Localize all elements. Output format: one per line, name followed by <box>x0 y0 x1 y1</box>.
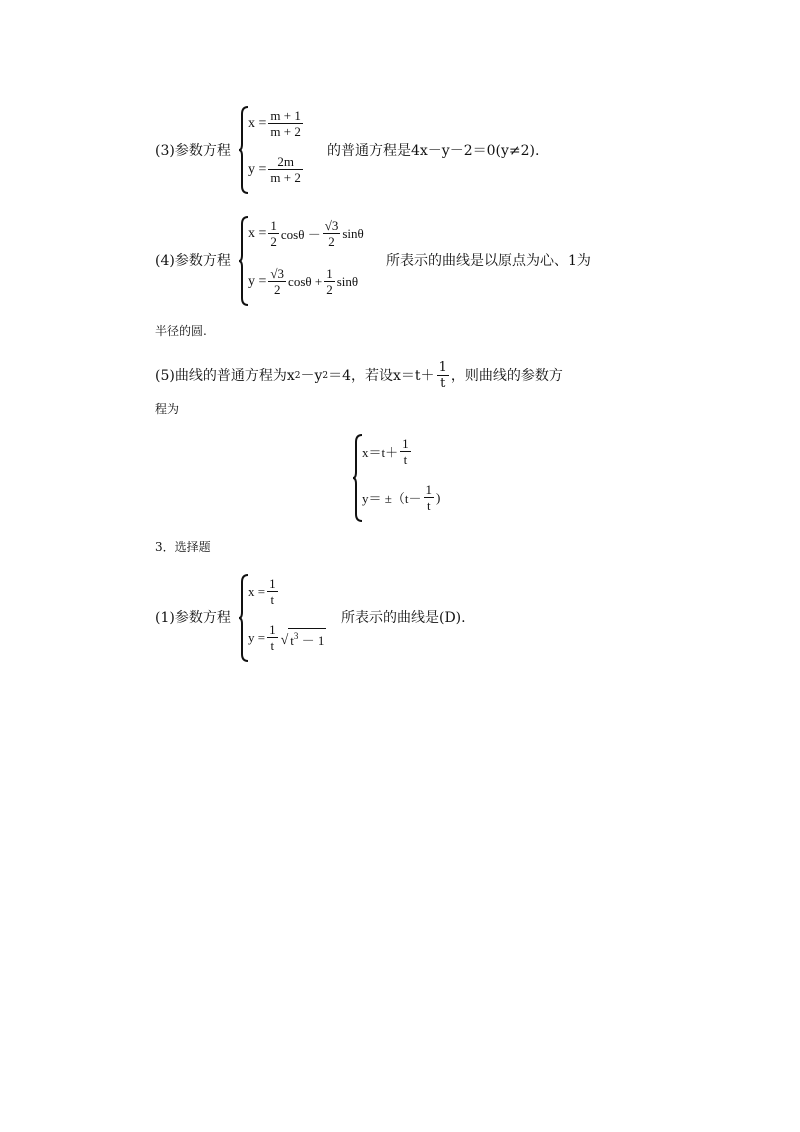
item5-sys-x-fraction <box>400 436 411 467</box>
item4-y-frac2-den: 2 <box>326 282 333 297</box>
q1-y-num: 1 <box>269 622 276 637</box>
item4-y-frac1-num: √3 <box>270 266 285 281</box>
item4-x-frac1-den: 2 <box>270 234 277 249</box>
item4-y-lhs: y = <box>248 273 267 289</box>
item5-line1 <box>155 360 563 391</box>
item5-y-row <box>362 482 440 513</box>
item5-sys-y-num: 1 <box>425 482 432 497</box>
item5-x-row <box>362 436 413 467</box>
item4-x-lhs: x = <box>248 225 267 241</box>
item5-text-a: (5)曲线的普通方程为x <box>155 367 295 384</box>
q1-rad-sup: 3 <box>293 630 299 641</box>
item4-continuation: 半径的圆. <box>155 324 207 338</box>
item4-x-frac1 <box>268 218 279 249</box>
q1-sqrt <box>281 628 327 648</box>
item3-x-row <box>248 108 305 139</box>
item4-x-row <box>248 218 364 249</box>
q1-y-row <box>248 622 327 653</box>
sqrt-icon: √ <box>280 632 289 648</box>
item4-y-frac1-den: 2 <box>273 282 281 297</box>
item5-sys-y-close: ) <box>436 489 441 505</box>
q1-rad-base: t <box>290 632 294 648</box>
item5-line2: 程为 <box>155 402 180 416</box>
q1-system <box>238 574 338 662</box>
section3-title: 3．选择题 <box>155 540 211 554</box>
item3-x-lhs: x = <box>248 115 267 131</box>
item5-sup1: 2 <box>294 370 301 381</box>
item3-label: (3)参数方程 <box>155 143 231 159</box>
item3-y-lhs: y = <box>248 161 267 177</box>
item5-inline-den: t <box>440 376 446 391</box>
item4-x-frac2-den: 2 <box>328 234 335 249</box>
item4-x-frac1-num: 1 <box>270 218 277 233</box>
q1-y-lhs: y = <box>248 629 266 645</box>
q1-x-row <box>248 576 280 607</box>
item3-x-numerator: m + 1 <box>270 108 301 123</box>
item4-x-frac2-num: √3 <box>324 218 339 233</box>
item4-system <box>238 216 388 306</box>
item4-y-mid: cosθ + <box>288 273 323 289</box>
item3-y-numerator: 2m <box>277 154 294 169</box>
item4-x-mid: cosθ － <box>280 227 321 242</box>
q1-x-lhs: x = <box>248 583 266 599</box>
item3-x-fraction <box>268 108 302 139</box>
item5-text-c: ＝4，若设x＝t＋ <box>328 367 435 384</box>
item3-y-denominator: m + 2 <box>270 170 301 185</box>
q1-result: 所表示的曲线是(D). <box>341 610 466 626</box>
item4-y-tail: sinθ <box>336 273 359 289</box>
item3-result: 的普通方程是4x－y－2＝0(y≠2). <box>327 143 540 159</box>
q1-x-den: t <box>270 592 275 607</box>
item4-y-frac1 <box>268 266 286 297</box>
q1-label: (1)参数方程 <box>155 610 231 626</box>
item3-system <box>238 106 328 194</box>
item5-sys-x-den: t <box>403 452 408 467</box>
item4-y-frac2 <box>324 266 335 297</box>
item3-y-row <box>248 154 305 185</box>
item5-inline-num: 1 <box>438 360 447 375</box>
q1-radicand <box>288 628 326 648</box>
item4-label: (4)参数方程 <box>155 253 231 269</box>
q1-rad-tail: － 1 <box>301 632 325 648</box>
item5-sys-y-den: t <box>426 498 431 513</box>
item5-text-b: －y <box>300 367 323 384</box>
item4-x-tail: sinθ <box>342 225 364 241</box>
item3-x-denominator: m + 2 <box>270 124 301 139</box>
item5-sys-x-lhs: x＝t＋ <box>362 445 399 460</box>
item5-sys-x-num: 1 <box>402 436 409 451</box>
q1-x-fraction <box>267 576 278 607</box>
item5-system <box>352 434 462 522</box>
item5-text-d: ，则曲线的参数方 <box>450 367 563 384</box>
q1-x-num: 1 <box>269 576 276 591</box>
item5-sys-y-lhs: y＝ ±（t－ <box>362 491 422 506</box>
item3-y-fraction <box>268 154 302 185</box>
item5-sys-y-fraction <box>424 482 435 513</box>
item5-inline-fraction <box>437 360 449 391</box>
item5-sup2: 2 <box>322 370 329 381</box>
item4-y-frac2-num: 1 <box>326 266 333 281</box>
q1-y-den: t <box>270 638 275 653</box>
item4-result: 所表示的曲线是以原点为心、1为 <box>386 253 591 269</box>
q1-y-fraction <box>267 622 278 653</box>
item4-y-row <box>248 266 358 297</box>
item4-x-frac2 <box>323 218 341 249</box>
